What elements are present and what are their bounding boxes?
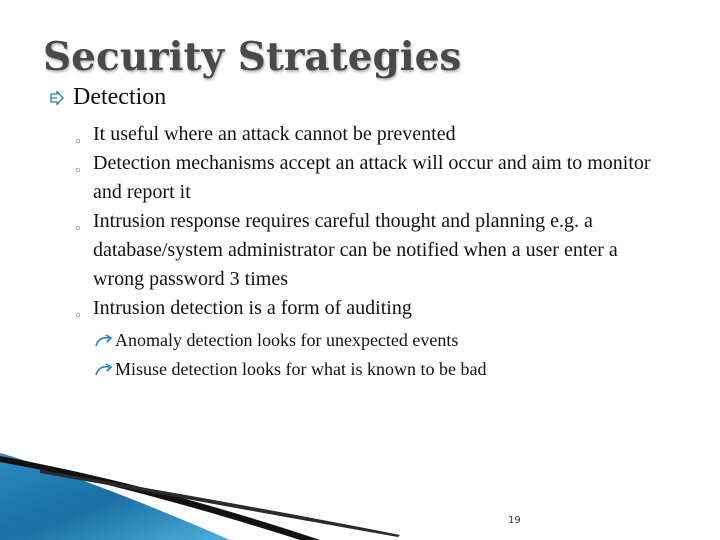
slide-title: Security Strategies — [43, 34, 462, 80]
bullet-marker: ◦ — [74, 164, 82, 179]
page-number: 19 — [508, 515, 521, 526]
bullet-level2-text: Detection mechanisms accept an attack will occur and aim to monitor and report it — [93, 152, 651, 203]
bullet-marker: ◦ — [74, 309, 82, 324]
bullet-level3-text: Misuse detection looks for what is known to be bad — [115, 359, 487, 379]
bullet-level1-text: Detection — [73, 84, 167, 110]
bullet-marker: ◦ — [74, 222, 82, 237]
bullet-level2-text: Intrusion response requires careful thought and planning e.g. a database/system administrator can be notified when a user enter a wrong password 3 times — [93, 210, 618, 290]
dingbat-arrow-icon — [50, 91, 64, 105]
bullet-level2-text: It useful where an attack cannot be prevented — [93, 123, 456, 145]
bullet-level2-text: Intrusion detection is a form of auditing — [93, 297, 412, 319]
bullet-marker: ◦ — [74, 135, 82, 150]
bullet-level3-text: Anomaly detection looks for unexpected events — [115, 330, 459, 350]
